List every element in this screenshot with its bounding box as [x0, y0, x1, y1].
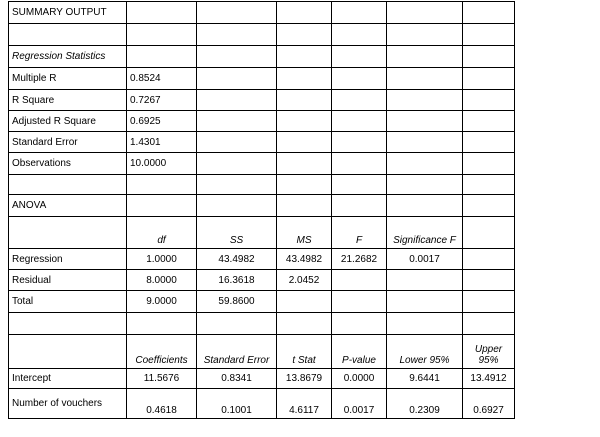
stat-value: 10.0000 [127, 153, 197, 175]
empty-cell [277, 2, 332, 24]
stat-row-r-square [9, 90, 515, 111]
anova-df: 1.0000 [127, 249, 197, 270]
anova-ss: 43.4982 [197, 249, 277, 270]
regression-statistics-heading: Regression Statistics [9, 46, 127, 68]
anova-df: 9.0000 [127, 291, 197, 313]
empty-cell [332, 2, 387, 24]
stat-value: 0.6925 [127, 111, 197, 132]
coef-col-standard-error: Standard Error [197, 335, 277, 369]
stat-row-standard-error [9, 132, 515, 153]
blank-row [9, 313, 515, 335]
coef-row-number-of-vouchers [9, 389, 515, 419]
anova-header-row [9, 217, 515, 249]
coef-t-stat: 13.8679 [277, 369, 332, 389]
empty-cell [463, 2, 515, 24]
coef-lower-95: 0.2309 [387, 389, 463, 419]
coef-col-coefficients: Coefficients [127, 335, 197, 369]
stat-label: Multiple R [9, 68, 127, 90]
coef-lower-95: 9.6441 [387, 369, 463, 389]
anova-row-residual [9, 270, 515, 291]
regression-statistics-heading-row [9, 46, 515, 68]
summary-title-row [9, 2, 515, 24]
stat-label: Adjusted R Square [9, 111, 127, 132]
anova-heading-row [9, 195, 515, 217]
anova-col-f: F [332, 217, 387, 249]
anova-ss: 16.3618 [197, 270, 277, 291]
stat-row-observations [9, 153, 515, 175]
coef-col-t-stat: t Stat [277, 335, 332, 369]
coef-row-intercept [9, 369, 515, 389]
stat-row-multiple-r [9, 68, 515, 90]
stat-label: Standard Error [9, 132, 127, 153]
coef-upper-95: 0.6927 [463, 389, 515, 419]
summary-title: SUMMARY OUTPUT [9, 2, 127, 24]
stat-value: 0.8524 [127, 68, 197, 90]
stat-value: 0.7267 [127, 90, 197, 111]
blank-row [9, 24, 515, 46]
coef-p-value: 0.0017 [332, 389, 387, 419]
coef-t-stat: 4.6117 [277, 389, 332, 419]
anova-col-df: df [127, 217, 197, 249]
anova-significance-f: 0.0017 [387, 249, 463, 270]
anova-row-total [9, 291, 515, 313]
coef-col-p-value: P-value [332, 335, 387, 369]
anova-row-label: Regression [9, 249, 127, 270]
anova-ms: 43.4982 [277, 249, 332, 270]
anova-row-label: Total [9, 291, 127, 313]
empty-cell [127, 2, 197, 24]
anova-col-significance-f: Significance F [387, 217, 463, 249]
anova-ms: 2.0452 [277, 270, 332, 291]
coef-col-upper-95: Upper 95% [463, 335, 515, 369]
stat-row-adjusted-r-square [9, 111, 515, 132]
blank-row [9, 175, 515, 195]
coef-standard-error: 0.8341 [197, 369, 277, 389]
anova-ss: 59.8600 [197, 291, 277, 313]
coef-value: 11.5676 [127, 369, 197, 389]
anova-col-ms: MS [277, 217, 332, 249]
stat-value: 1.4301 [127, 132, 197, 153]
anova-heading: ANOVA [9, 195, 127, 217]
anova-f: 21.2682 [332, 249, 387, 270]
coef-p-value: 0.0000 [332, 369, 387, 389]
regression-summary-table [8, 1, 515, 419]
coef-col-lower-95: Lower 95% [387, 335, 463, 369]
anova-row-regression [9, 249, 515, 270]
coef-standard-error: 0.1001 [197, 389, 277, 419]
coef-upper-95: 13.4912 [463, 369, 515, 389]
anova-col-ss: SS [197, 217, 277, 249]
stat-label: Observations [9, 153, 127, 175]
empty-cell [387, 2, 463, 24]
coef-row-label: Number of vouchers [9, 389, 127, 419]
anova-df: 8.0000 [127, 270, 197, 291]
stat-label: R Square [9, 90, 127, 111]
anova-row-label: Residual [9, 270, 127, 291]
coef-row-label: Intercept [9, 369, 127, 389]
coefficients-header-row [9, 335, 515, 369]
empty-cell [197, 2, 277, 24]
coef-value: 0.4618 [127, 389, 197, 419]
